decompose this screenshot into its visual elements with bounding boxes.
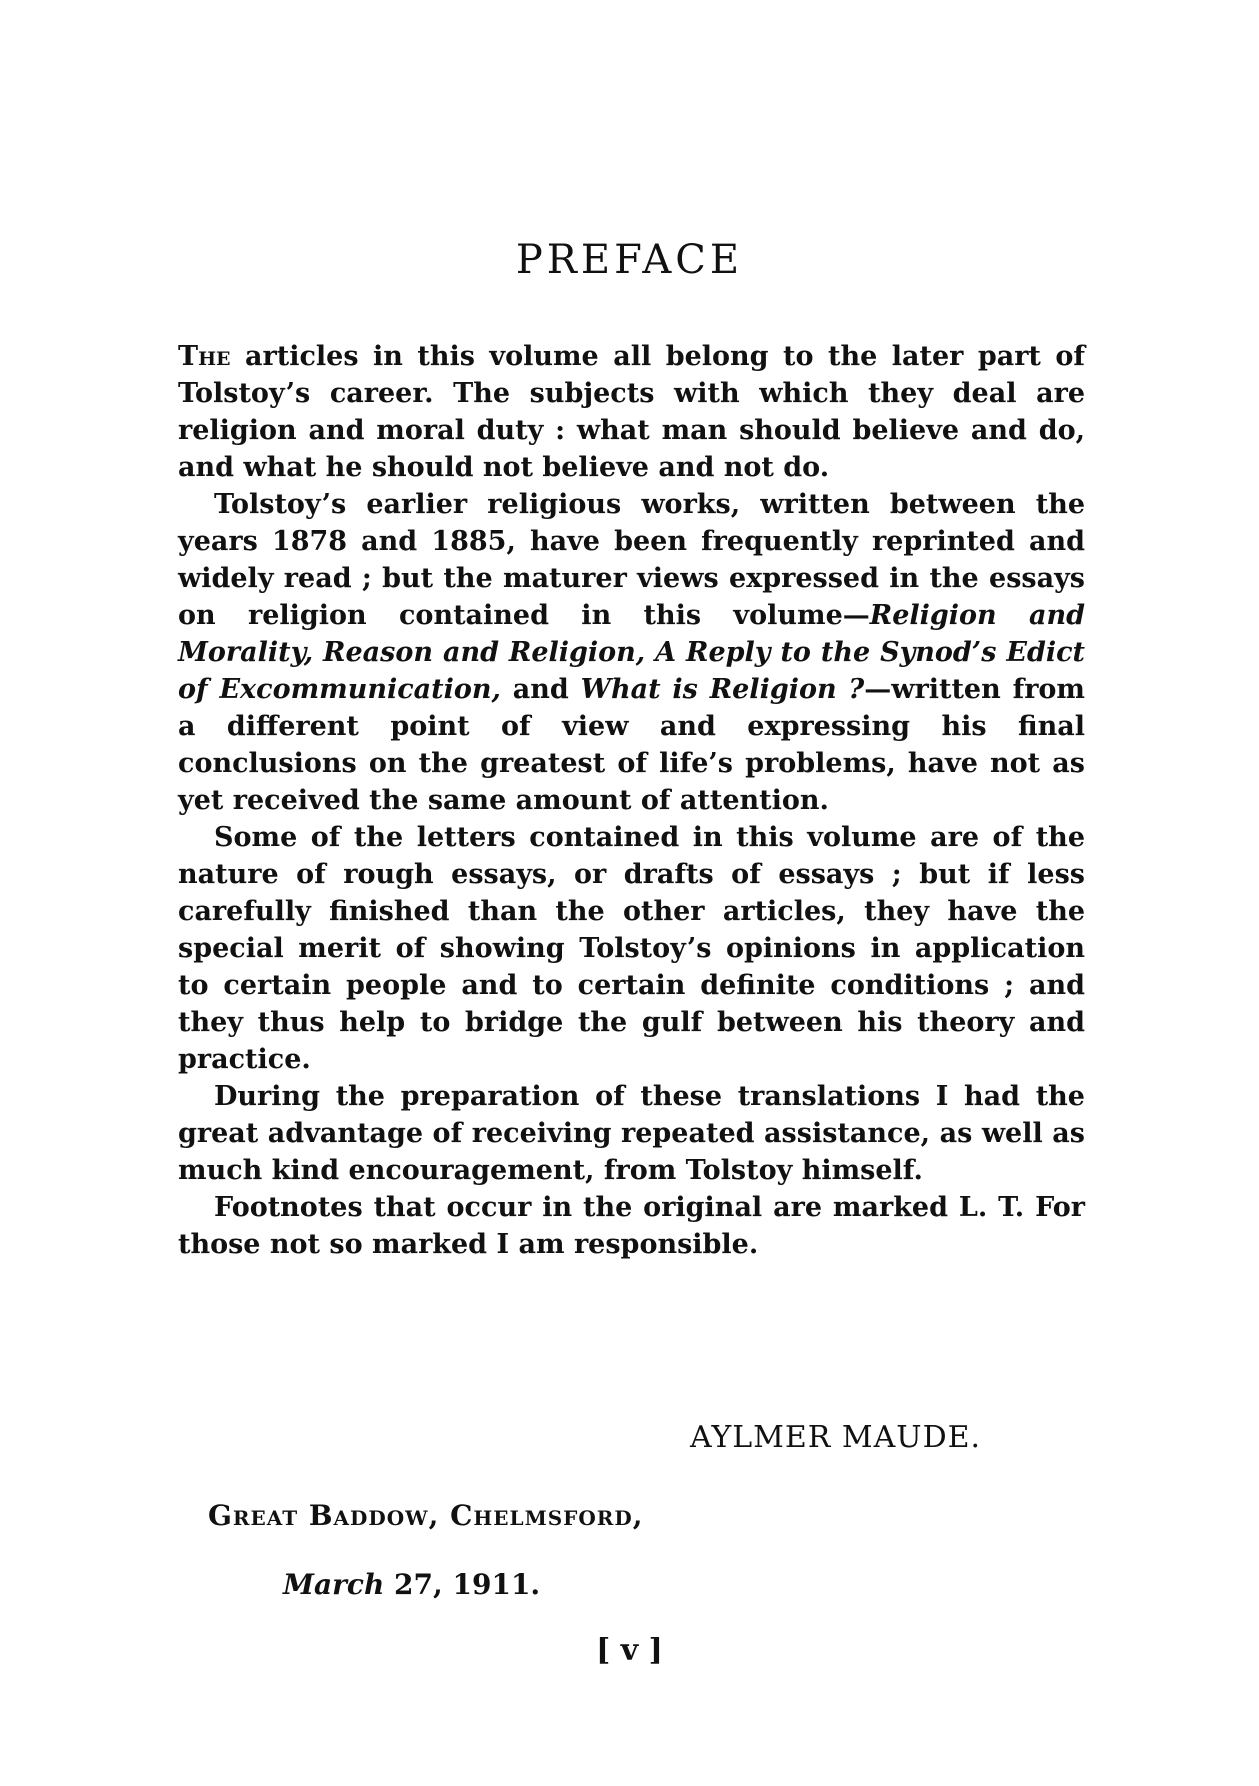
paragraph-2 xyxy=(178,486,1085,819)
paragraph-2-text-a: Tolstoy’s earlier religious works, written between the years 1878 and 1885, have been frequently reprinted and widely read ; but the maturer views expressed in the essays on religion contained in this volume— xyxy=(178,489,1085,631)
date-day-year: 27, 1911. xyxy=(384,1568,541,1601)
paragraph-1-text: articles in this volume all belong to the later part of Tolstoy’s career. The subjects with which they deal are religion and moral duty : what man should believe and do, and what he should not believe and not do. xyxy=(178,341,1085,483)
paragraph-2-titles: Religion and Morality, Reason and Religion, A Reply to the Synod’s Edict of Excommunication, xyxy=(178,600,1085,705)
preface-body xyxy=(178,338,1085,1263)
paragraph-4: During the preparation of these translations I had the great advantage of receiving repeated assistance, as well as much kind encouragement, from Tolstoy himself. xyxy=(178,1081,1085,1186)
place-line: Great Baddow, Chelmsford, xyxy=(208,1499,644,1532)
author-signature: AYLMER MAUDE. xyxy=(690,1420,982,1455)
date-month: March xyxy=(283,1568,385,1601)
paragraph-1 xyxy=(178,338,1085,486)
paragraph-2-title-what-is-religion: What is Religion ? xyxy=(580,674,865,705)
paragraph-2-text-b: —written from a different point of view and expressing his final conclusions on the greatest of life’s problems, have not as yet received the same amount of attention. xyxy=(178,674,1085,816)
paragraph-5: Footnotes that occur in the original are marked L. T. For those not so marked I am responsible. xyxy=(178,1192,1085,1260)
date-line xyxy=(283,1568,540,1601)
paragraph-1-lead: The xyxy=(178,341,231,372)
paragraph-3: Some of the letters contained in this volume are of the nature of rough essays, or drafts of essays ; but if less carefully finished than the other articles, they have the special merit of showing Tolstoy’s opinions in application to certain people and to certain definite conditions ; and they thus help to bridge the gulf between his theory and practice. xyxy=(178,822,1085,1075)
paragraph-2-and: and xyxy=(500,674,581,705)
page-number: [ v ] xyxy=(596,1633,663,1668)
page-title: PREFACE xyxy=(515,237,744,283)
